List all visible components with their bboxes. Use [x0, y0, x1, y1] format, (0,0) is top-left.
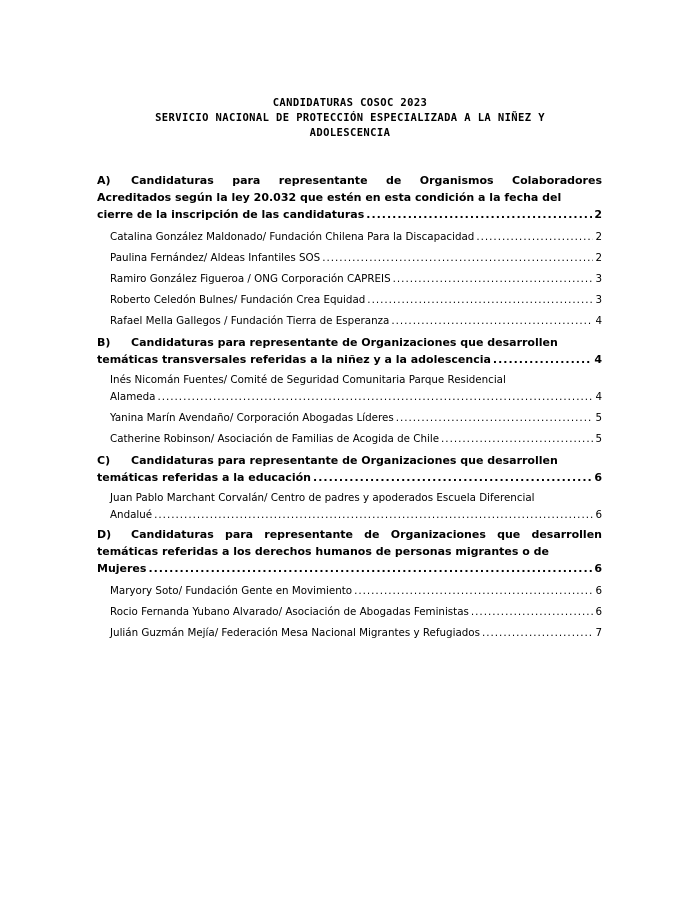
section-heading-end: Mujeres	[97, 562, 147, 575]
section-heading: Candidaturas para representante de Organizaciones que desarrollen	[131, 454, 558, 467]
page-number: 3	[595, 294, 602, 306]
toc-entry[interactable]	[97, 490, 602, 524]
entry-label: Inés Nicomán Fuentes/ Comité de Seguridad Comunitaria Parque Residencial	[110, 374, 506, 386]
section-heading-end: temáticas referidas a la educación	[97, 471, 312, 484]
toc-section-d-lastline[interactable]	[97, 560, 602, 577]
document-header	[100, 96, 600, 141]
toc-entry[interactable]	[97, 311, 602, 332]
entry-label: Rocio Fernanda Yubano Alvarado/ Asociación de Abogadas Feministas	[110, 606, 469, 618]
dot-leader	[148, 560, 592, 577]
dot-leader	[396, 408, 594, 429]
dot-leader	[393, 269, 594, 290]
dot-leader	[366, 206, 592, 223]
entry-label: Roberto Celedón Bulnes/ Fundación Crea Equidad	[110, 294, 366, 306]
toc-section-c[interactable]	[97, 452, 602, 469]
dot-leader	[391, 311, 593, 332]
page-number: 5	[595, 433, 602, 445]
section-heading-end: cierre de la inscripción de las candidaturas	[97, 208, 365, 221]
entry-label: Catherine Robinson/ Asociación de Familias de Acogida de Chile	[110, 433, 440, 445]
page-number: 2	[595, 252, 602, 264]
dot-leader	[354, 581, 593, 602]
toc-entry[interactable]	[97, 408, 602, 429]
entry-label: Catalina González Maldonado/ Fundación Chilena Para la Discapacidad	[110, 231, 475, 243]
entry-label-end: Alameda	[110, 391, 156, 403]
page-number: 7	[595, 627, 602, 639]
section-letter: B)	[97, 336, 111, 349]
section-heading: Candidaturas para representante de Organizaciones que desarrollen temáticas referidas a los derechos humanos de personas migrantes o de	[97, 528, 602, 558]
section-heading-end: temáticas transversales referidas a la niñez y a la adolescencia	[97, 353, 491, 366]
toc-section-a-lastline[interactable]	[97, 206, 602, 223]
toc-section-a[interactable]	[97, 172, 602, 206]
page-number: 6	[595, 509, 602, 521]
page-number: 3	[595, 273, 602, 285]
table-of-contents	[97, 172, 602, 644]
dot-leader	[493, 351, 592, 368]
entry-label: Maryory Soto/ Fundación Gente en Movimiento	[110, 585, 353, 597]
toc-entry[interactable]	[97, 227, 602, 248]
entry-label: Paulina Fernández/ Aldeas Infantiles SOS	[110, 252, 321, 264]
page-number: 6	[594, 471, 602, 484]
header-title: CANDIDATURAS COSOC 2023	[272, 97, 428, 109]
toc-section-d[interactable]	[97, 526, 602, 560]
dot-leader	[471, 602, 594, 623]
page-number: 6	[595, 606, 602, 618]
dot-leader	[476, 227, 593, 248]
entry-label: Julián Guzmán Mejía/ Federación Mesa Nacional Migrantes y Refugiados	[110, 627, 480, 639]
toc-section-c-lastline[interactable]	[97, 469, 602, 486]
header-subtitle-line2: ADOLESCENCIA	[309, 127, 391, 139]
page-number: 2	[594, 208, 602, 221]
toc-entry[interactable]	[97, 581, 602, 602]
entry-label-end: Andalué	[110, 509, 153, 521]
header-subtitle-line1: SERVICIO NACIONAL DE PROTECCIÓN ESPECIALIZADA A LA NIÑEZ Y	[155, 112, 545, 124]
page-number: 5	[595, 412, 602, 424]
entry-label: Juan Pablo Marchant Corvalán/ Centro de padres y apoderados Escuela Diferencial	[110, 492, 535, 504]
toc-entry[interactable]	[97, 248, 602, 269]
dot-leader	[157, 389, 593, 406]
section-heading: Candidaturas para representante de Organizaciones que desarrollen	[131, 336, 558, 349]
toc-entry[interactable]	[97, 269, 602, 290]
toc-entry[interactable]	[97, 602, 602, 623]
page-number: 2	[595, 231, 602, 243]
dot-leader	[441, 429, 593, 450]
page-number: 6	[595, 585, 602, 597]
page-number: 6	[594, 562, 602, 575]
section-letter: A)	[97, 174, 111, 187]
dot-leader	[322, 248, 593, 269]
section-heading: Candidaturas para representante de Organismos Colaboradores Acreditados según la ley 20.032 que estén en esta condición a la fecha del	[97, 174, 602, 204]
page-number: 4	[595, 391, 602, 403]
section-letter: D)	[97, 528, 112, 541]
toc-section-b-lastline[interactable]	[97, 351, 602, 368]
toc-entry[interactable]	[97, 290, 602, 311]
toc-entry[interactable]	[97, 623, 602, 644]
toc-section-b[interactable]	[97, 334, 602, 351]
toc-entry[interactable]	[97, 429, 602, 450]
section-letter: C)	[97, 454, 111, 467]
dot-leader	[482, 623, 593, 644]
entry-label: Rafael Mella Gallegos / Fundación Tierra de Esperanza	[110, 315, 390, 327]
toc-entry[interactable]	[97, 372, 602, 406]
dot-leader	[313, 469, 592, 486]
dot-leader	[367, 290, 593, 311]
entry-label: Ramiro González Figueroa / ONG Corporación CAPREIS	[110, 273, 391, 285]
page-number: 4	[595, 315, 602, 327]
page-number: 4	[594, 353, 602, 366]
entry-label: Yanina Marín Avendaño/ Corporación Abogadas Líderes	[110, 412, 394, 424]
dot-leader	[154, 507, 593, 524]
